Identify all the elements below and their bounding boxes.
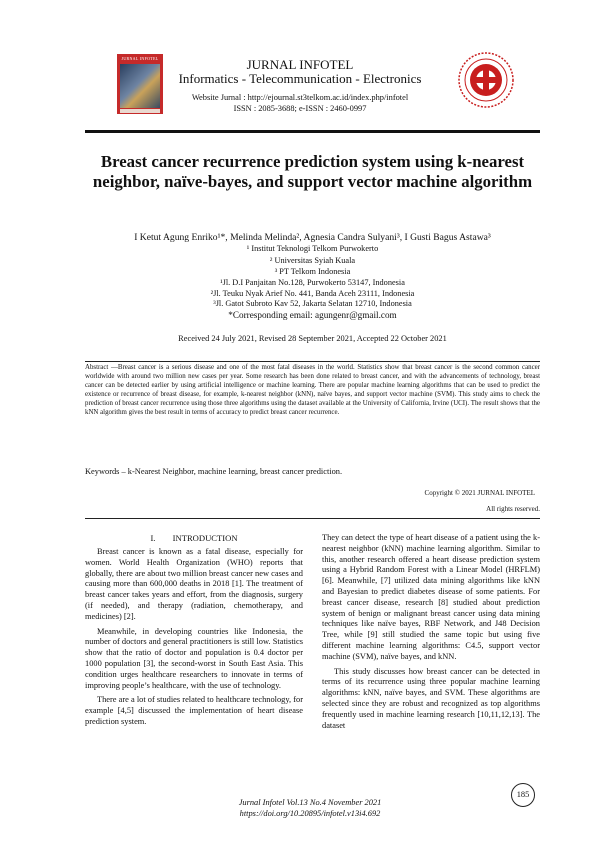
corresponding-email: *Corresponding email: agungenr@gmail.com [228, 310, 397, 320]
address-2: ²Jl. Teuku Nyak Arief No. 441, Banda Aceh 23111, Indonesia [210, 289, 415, 298]
abstract-top-rule [85, 361, 540, 362]
paragraph: This study discusses how breast cancer can be detected in terms of its recurrence using three popular machine learning algorithms: kNN, naïve bayes, and SVM. These algorithms are selected since they are robust and recognized as top algorithms frequently used in machine learning research [10,11,12,13]. The dataset [322, 666, 540, 730]
paragraph: Meanwhile, in developing countries like Indonesia, the number of doctors and general practitioners is still low. Statistics show that the ratio of doctor and population is 0.4 doctor per 1000 population [3], the second-worst in South East Asia. This condition urges healthcare researchers to innovate in terms of improving people’s healthcare, with the use of technology. [85, 626, 303, 690]
journal-issn: ISSN : 2085-3688; e-ISSN : 2460-0997 [233, 104, 367, 113]
address-1: ¹Jl. D.I Panjaitan No.128, Purwokerto 53147, Indonesia [220, 278, 405, 287]
footer-journal-info: Jurnal Infotel Vol.13 No.4 November 2021 [238, 798, 382, 807]
journal-name: JURNAL INFOTEL [246, 57, 354, 72]
footer-doi-link[interactable]: https://doi.org/10.20895/infotel.v13i4.692 [239, 809, 381, 818]
affiliation-1: ¹ Institut Teknologi Telkom Purwokerto [246, 244, 379, 253]
institution-seal-icon [456, 50, 516, 110]
affiliation-3: ³ PT Telkom Indonesia [274, 267, 351, 276]
copyright-notice: Copyright © 2021 JURNAL INFOTEL [424, 489, 535, 497]
cover-footer-band [120, 109, 160, 113]
paragraph: They can detect the type of heart disease of a patient using the k-nearest neighbor (kNN) machine learning algorithm. Similar to this, another research offered a heart disease prediction system using a Hybrid Random Forest with a Linear Model (HRFLM) [6]. Meanwhile, [7] utilized data mining algorithms like kNN and Bayesian to predict diabetes disease of some patients. For breast cancer disease, research [8] studied about prediction system of benign or malignant breast cancer using data mining techniques like naïve bayes, RBF Network, and J48 Decision Tree, while [9] still studied the same topic but using five different machine learning algorithms: C4.5, support vector machine (SVM), naïve bayes, and kNN. [322, 533, 540, 661]
paragraph: Breast cancer is known as a fatal disease, especially for women. World Health Organization (WHO) reports that globally, there are about two million breast cancer new cases and causing more than 600,000 deaths in 2018 [1]. The treatment of breast cancer takes years and effort, from the diagnosis, surgery (if needed), and therapy (radiation, chemotherapy, and medicines) [2]. [85, 547, 303, 621]
paper-title: Breast cancer recurrence prediction system using k-nearest neighbor, naïve-bayes, and support vector machine algorithm [92, 152, 533, 191]
right-column [322, 533, 540, 735]
keywords: Keywords – k-Nearest Neighbor, machine learning, breast cancer prediction. [85, 467, 343, 476]
cover-artwork [120, 64, 160, 108]
rights-notice: All rights reserved. [486, 505, 540, 513]
journal-subtitle: Informatics - Telecommunication - Electronics [178, 71, 422, 86]
left-column [85, 547, 303, 732]
journal-website[interactable]: Website Jurnal : http://ejournal.st3telkom.ac.id/index.php/infotel [191, 93, 409, 102]
abstract: Abstract —Breast cancer is a serious disease and one of the most fatal diseases in the world. Statistics show that breast cancer is the second common cancer worldwide with around two million new cases per year. Some research has been done related to breast cancer, and with the advancements of technology, breast cancer can be detected earlier by using artificial intelligence or machine learning. There are popular machine learning algorithms that can be used to predict the existence or recurrence of breast disease, for example, k-nearest neighbor (kNN), naïve bayes, and support vector machine (SVM). This study aims to check the prediction of breast cancer recurrence using those three algorithms using the dataset available at the University of California, Irvine (UCI). The result shows that the kNN algorithm gives the best result in terms of accuracy to predict breast cancer recurrence. [85, 364, 540, 416]
journal-cover-image [117, 54, 163, 114]
abstract-bottom-rule [85, 518, 540, 519]
author-list: I Ketut Agung Enriko¹*, Melinda Melinda², Agnesia Candra Sulyani³, I Gusti Bagus Astawa³ [134, 232, 491, 243]
affiliation-2: ² Universitas Syiah Kuala [269, 256, 356, 265]
address-3: ³Jl. Gatot Subroto Kav 52, Jakarta Selatan 12710, Indonesia [213, 299, 412, 308]
header-rule [85, 130, 540, 133]
received-dates: Received 24 July 2021, Revised 28 September 2021, Accepted 22 October 2021 [178, 334, 447, 343]
cover-title: JURNAL INFOTEL [121, 57, 159, 61]
paragraph: There are a lot of studies related to healthcare technology, for example [4,5] discussed the implementation of heart disease prediction system. [85, 695, 303, 726]
page-number: 185 [511, 783, 535, 807]
section-heading-introduction: I. INTRODUCTION [150, 533, 238, 543]
